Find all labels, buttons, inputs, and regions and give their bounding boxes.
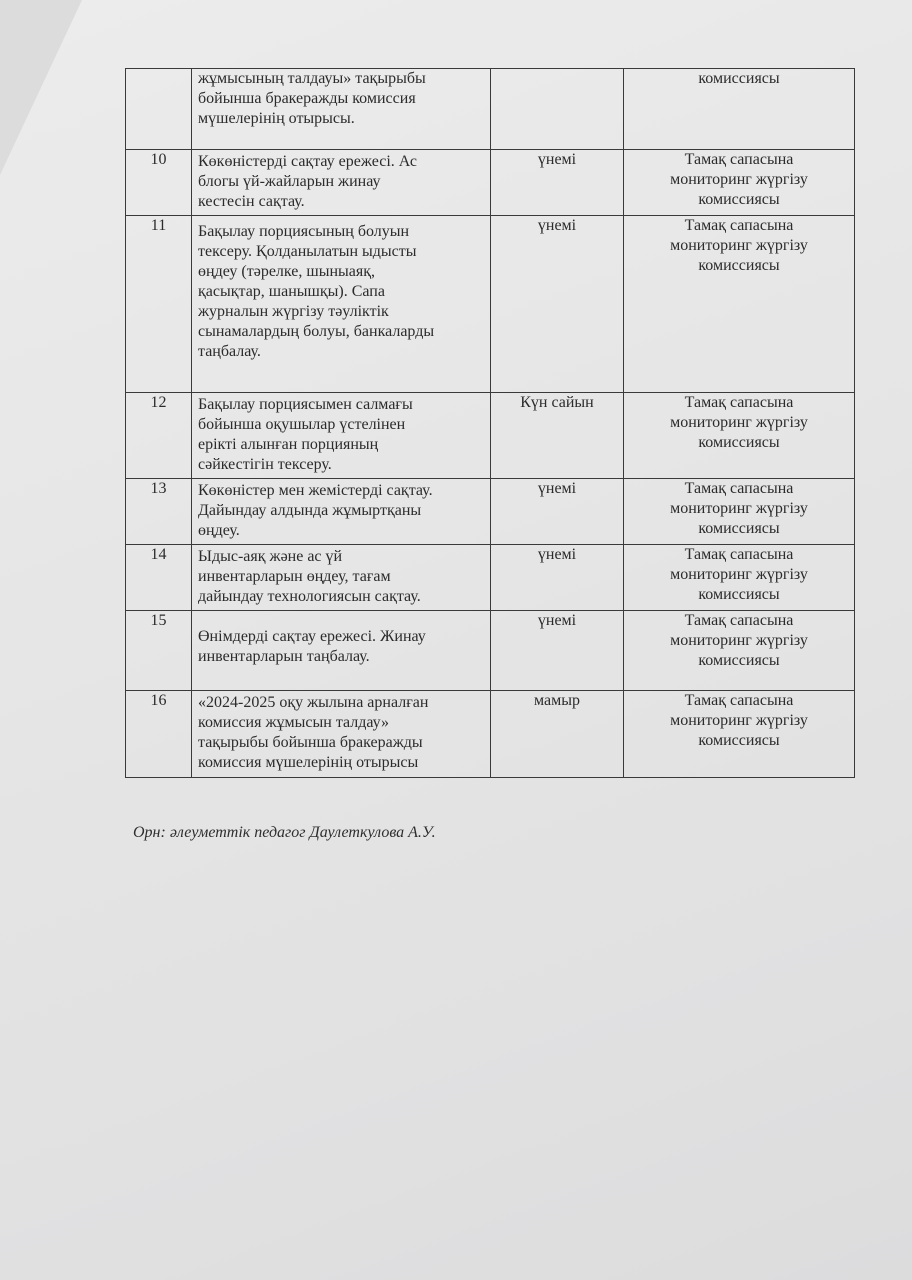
row-number: 16 [126, 691, 192, 778]
responsible-cell: Тамақ сапасына мониторинг жүргізу комиссиясы [624, 545, 855, 611]
schedule-cell: Күн сайын [491, 393, 624, 479]
responsible-cell: Тамақ сапасына мониторинг жүргізу комиссиясы [624, 691, 855, 778]
table-row [126, 150, 855, 216]
task-cell: Көкөністер мен жемістерді сақтау. Дайындау алдында жұмыртқаны өңдеу. [192, 479, 491, 545]
row-number: 14 [126, 545, 192, 611]
task-cell: Өнімдерді сақтау ережесі. Жинау инвентарларын таңбалау. [192, 611, 491, 691]
row-number: 15 [126, 611, 192, 691]
row-number: 13 [126, 479, 192, 545]
responsible-cell: Тамақ сапасына мониторинг жүргізу комиссиясы [624, 393, 855, 479]
task-cell: Ыдыс-аяқ және ас үй инвентарларын өңдеу, тағам дайындау технологиясын сақтау. [192, 545, 491, 611]
table-row [126, 69, 855, 150]
row-number: 11 [126, 216, 192, 393]
row-number [126, 69, 192, 150]
schedule-cell: үнемі [491, 545, 624, 611]
table-row [126, 691, 855, 778]
schedule-cell: мамыр [491, 691, 624, 778]
task-cell: Көкөністерді сақтау ережесі. Ас блогы үй-жайларын жинау кестесін сақтау. [192, 150, 491, 216]
signature-line: Орн: әлеуметтік педагог Даулеткулова А.У. [133, 824, 436, 841]
task-cell: Бақылау порциясымен салмағы бойынша оқушылар үстелінен ерікті алынған порцияның сәйкестігін тексеру. [192, 393, 491, 479]
task-cell: Бақылау порциясының болуын тексеру. Қолданылатын ыдысты өңдеу (тәрелке, шыныаяқ, қасықтар, шанышқы). Сапа журналын жүргізу тәуліктік сынамалардың болуы, банкаларды таңбалау. [192, 216, 491, 393]
row-number: 12 [126, 393, 192, 479]
task-cell: «2024-2025 оқу жылына арналған комиссия жұмысын талдау» тақырыбы бойынша бракеражды комиссия мүшелерінің отырысы [192, 691, 491, 778]
schedule-cell: үнемі [491, 216, 624, 393]
plan-table [125, 68, 855, 778]
table-row [126, 216, 855, 393]
responsible-cell: Тамақ сапасына мониторинг жүргізу комиссиясы [624, 479, 855, 545]
schedule-cell: үнемі [491, 611, 624, 691]
responsible-cell: Тамақ сапасына мониторинг жүргізу комиссиясы [624, 611, 855, 691]
table-row [126, 393, 855, 479]
table-row [126, 479, 855, 545]
responsible-cell: Тамақ сапасына мониторинг жүргізу комиссиясы [624, 216, 855, 393]
table-row [126, 611, 855, 691]
responsible-cell: комиссиясы [624, 69, 855, 150]
schedule-cell: үнемі [491, 479, 624, 545]
table-row [126, 545, 855, 611]
task-cell: жұмысының талдауы» тақырыбы бойынша бракеражды комиссия мүшелерінің отырысы. [192, 69, 491, 150]
page-shadow [0, 0, 82, 175]
schedule-cell [491, 69, 624, 150]
responsible-cell: Тамақ сапасына мониторинг жүргізу комиссиясы [624, 150, 855, 216]
row-number: 10 [126, 150, 192, 216]
schedule-cell: үнемі [491, 150, 624, 216]
